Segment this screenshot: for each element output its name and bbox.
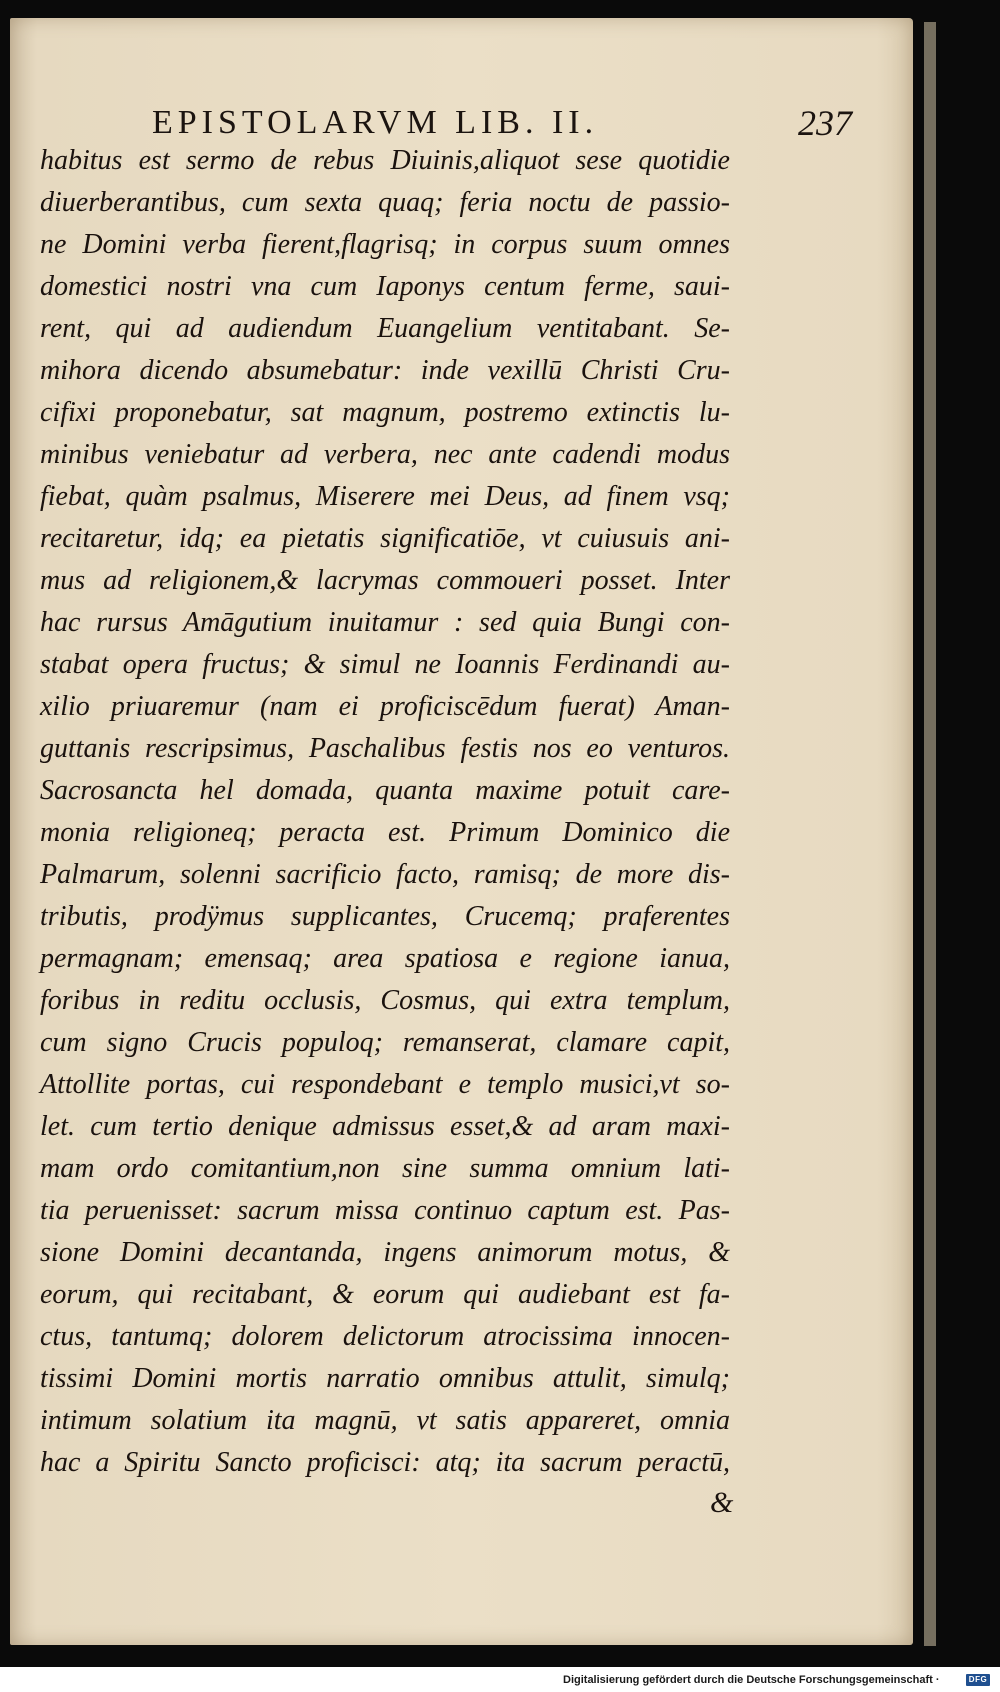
text-line: let. cum tertio denique admissus esset,& ad aram maxi-	[40, 1111, 730, 1142]
text-line: mihora dicendo absumebatur: inde vexillū Christi Cru-	[40, 355, 730, 386]
dfg-logo-icon: DFG	[966, 1674, 990, 1686]
page-number: 237	[798, 103, 852, 143]
text-line: hac a Spiritu Sancto proficisci: atq; ita sacrum peractū,	[40, 1447, 730, 1478]
text-line: ne Domini verba fierent,flagrisq; in corpus suum omnes	[40, 229, 730, 260]
text-line: cum signo Crucis populoq; remanserat, clamare capit,	[40, 1027, 730, 1058]
page-edge	[924, 22, 936, 1646]
digitization-credit: Digitalisierung gefördert durch die Deutsche Forschungsgemeinschaft ·	[563, 1674, 940, 1686]
text-line: Attollite portas, cui respondebant e templo musici,vt so-	[40, 1069, 730, 1100]
text-line: tributis, prodÿmus supplicantes, Crucemq; praferentes	[40, 901, 730, 932]
book-page	[10, 18, 913, 1645]
text-line: minibus veniebatur ad verbera, nec ante cadendi modus	[40, 439, 730, 470]
catchword: &	[710, 1486, 734, 1519]
text-line: mus ad religionem,& lacrymas commoueri posset. Inter	[40, 565, 730, 596]
text-line: tia peruenisset: sacrum missa continuo captum est. Pas-	[40, 1195, 730, 1226]
text-line: domestici nostri vna cum Iaponys centum ferme, saui-	[40, 271, 730, 302]
text-line: diuerberantibus, cum sexta quaq; feria noctu de passio-	[40, 187, 730, 218]
text-line: eorum, qui recitabant, & eorum qui audiebant est fa-	[40, 1279, 730, 1310]
text-line: mam ordo comitantium,non sine summa omnium lati-	[40, 1153, 730, 1184]
text-line: guttanis rescripsimus, Paschalibus festis nos eo venturos.	[40, 733, 730, 764]
text-line: Palmarum, solenni sacrificio facto, ramisq; de more dis-	[40, 859, 730, 890]
text-line: stabat opera fructus; & simul ne Ioannis Ferdinandi au-	[40, 649, 730, 680]
text-line: hac rursus Amāgutium inuitamur : sed quia Bungi con-	[40, 607, 730, 638]
text-line: sione Domini decantanda, ingens animorum motus, &	[40, 1237, 730, 1268]
running-title: EPISTOLARVM LIB. II.	[152, 104, 599, 141]
text-line: recitaretur, idq; ea pietatis significatiōe, vt cuiusuis ani-	[40, 523, 730, 554]
text-line: monia religioneq; peracta est. Primum Dominico die	[40, 817, 730, 848]
body-text	[40, 140, 730, 1484]
text-line: habitus est sermo de rebus Diuinis,aliquot sese quotidie	[40, 145, 730, 176]
text-line: tissimi Domini mortis narratio omnibus attulit, simulq;	[40, 1363, 730, 1394]
text-line: foribus in reditu occlusis, Cosmus, qui extra templum,	[40, 985, 730, 1016]
text-line: rent, qui ad audiendum Euangelium ventitabant. Se-	[40, 313, 730, 344]
text-line: intimum solatium ita magnū, vt satis appareret, omnia	[40, 1405, 730, 1436]
text-line: ctus, tantumq; dolorem delictorum atrocissima innocen-	[40, 1321, 730, 1352]
text-line: permagnam; emensaq; area spatiosa e regione ianua,	[40, 943, 730, 974]
text-line: xilio priuaremur (nam ei proficiscēdum fuerat) Aman-	[40, 691, 730, 722]
text-line: Sacrosancta hel domada, quanta maxime potuit care-	[40, 775, 730, 806]
text-line: fiebat, quàm psalmus, Miserere mei Deus, ad finem vsq;	[40, 481, 730, 512]
text-line: cifixi proponebatur, sat magnum, postremo extinctis lu-	[40, 397, 730, 428]
